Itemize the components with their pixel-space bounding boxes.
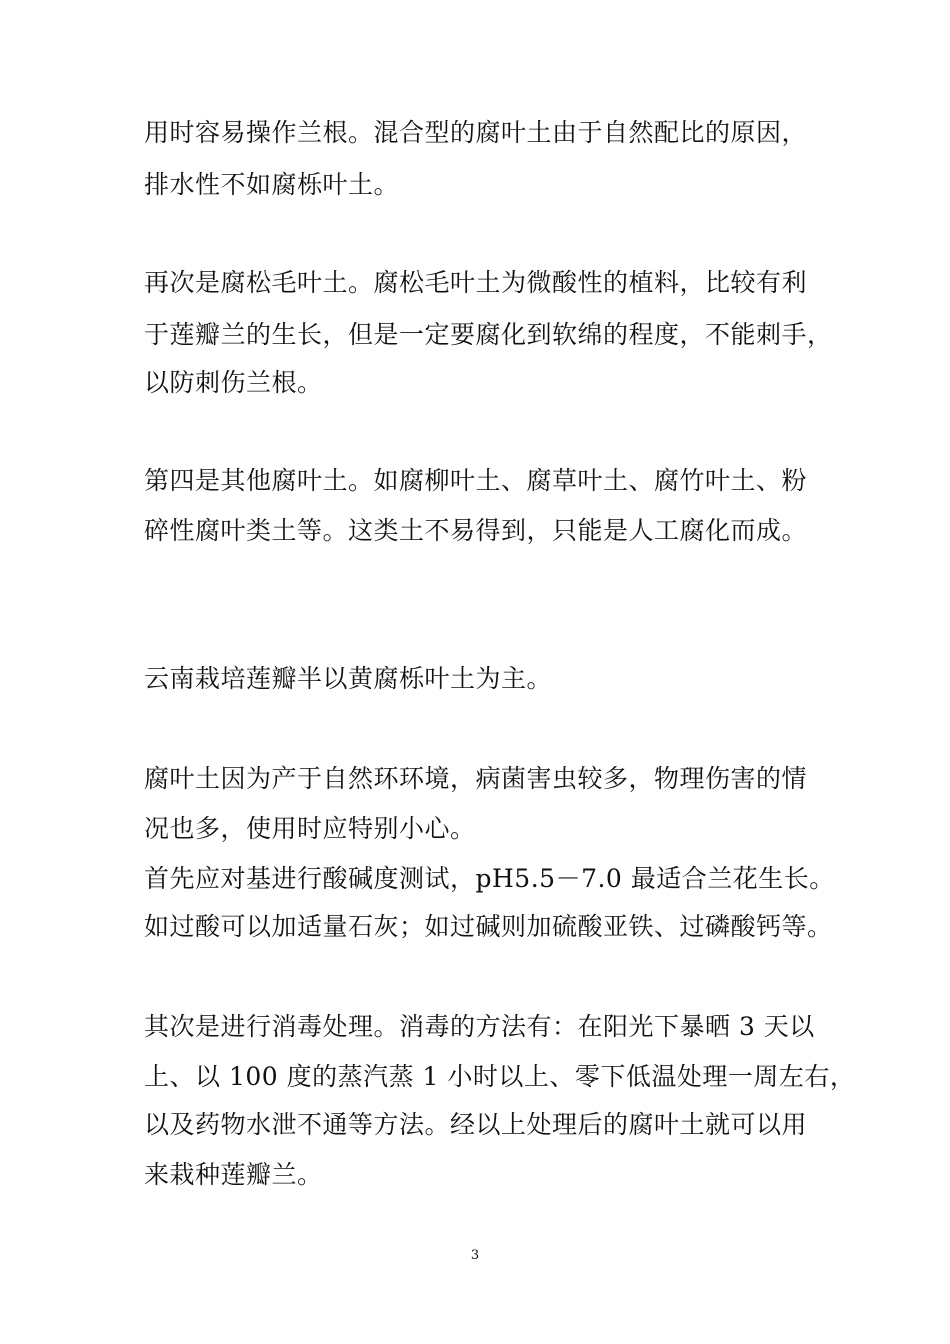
text-line: 排水性不如腐栎叶土。	[144, 170, 400, 199]
text-line: 来栽种莲瓣兰。	[144, 1160, 323, 1189]
text-line: 以防刺伤兰根。	[144, 368, 323, 397]
text-line: 再次是腐松毛叶土。腐松毛叶土为微酸性的植料，比较有利	[144, 268, 808, 297]
text-line: 如过酸可以加适量石灰；如过碱则加硫酸亚铁、过磷酸钙等。	[144, 912, 833, 941]
text-line: 首先应对基进行酸碱度测试，pH5.5－7.0 最适合兰花生长。	[144, 864, 835, 893]
text-line: 上、以 100 度的蒸汽蒸 1 小时以上、零下低温处理一周左右，	[144, 1062, 856, 1091]
text-line: 碎性腐叶类土等。这类土不易得到，只能是人工腐化而成。	[144, 516, 808, 545]
page-number: 3	[470, 1248, 480, 1263]
text-line: 云南栽培莲瓣半以黄腐栎叶土为主。	[144, 664, 553, 693]
text-line: 腐叶土因为产于自然环环境，病菌害虫较多，物理伤害的情	[144, 764, 808, 793]
text-line: 况也多，使用时应特别小心。	[144, 814, 476, 843]
text-line: 用时容易操作兰根。混合型的腐叶土由于自然配比的原因，	[144, 118, 808, 147]
text-line: 以及药物水泄不通等方法。经以上处理后的腐叶土就可以用	[144, 1110, 808, 1139]
text-line: 于莲瓣兰的生长，但是一定要腐化到软绵的程度，不能刺手，	[144, 320, 833, 349]
text-line: 其次是进行消毒处理。消毒的方法有：在阳光下暴晒 3 天以	[144, 1012, 815, 1041]
text-line: 第四是其他腐叶土。如腐柳叶土、腐草叶土、腐竹叶土、粉	[144, 466, 808, 495]
